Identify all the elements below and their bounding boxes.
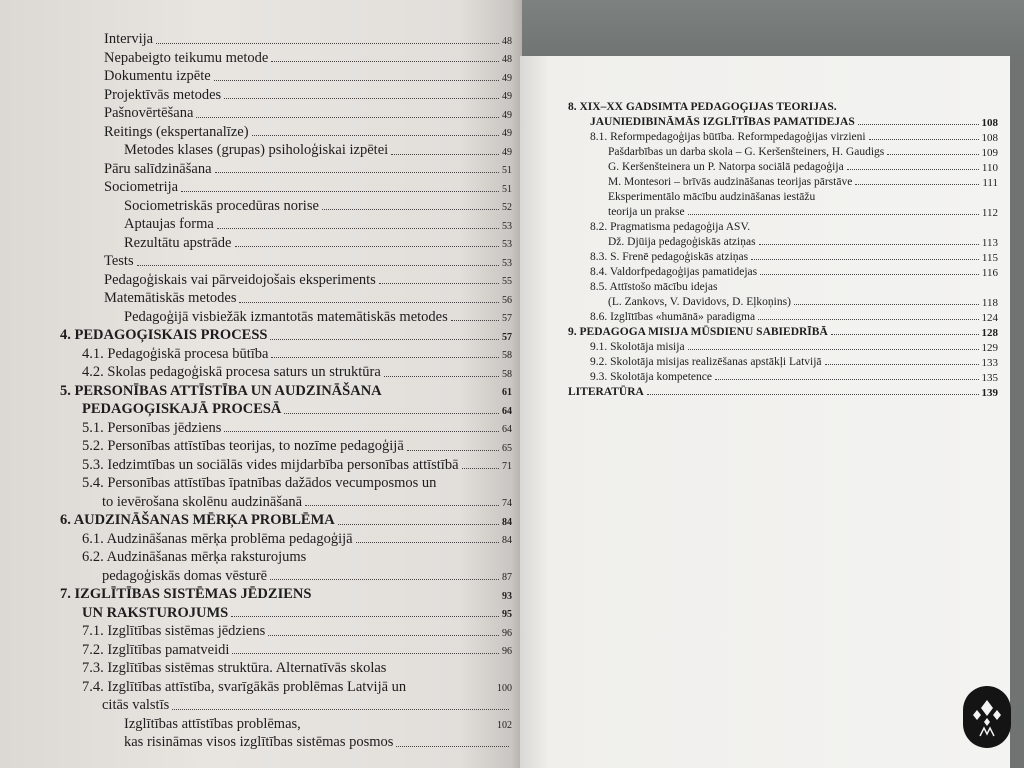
toc-entry-title: Sociometriskās procedūras norise	[124, 197, 319, 214]
toc-entry	[102, 696, 512, 715]
toc-entry-title: Matemātiskās metodes	[104, 290, 237, 306]
toc-entry	[104, 252, 512, 271]
toc-page-number: 108	[981, 117, 998, 129]
toc-page-number: 49	[502, 128, 512, 139]
toc-page-number: 108	[981, 132, 998, 144]
toc-entry	[104, 178, 512, 197]
toc-entry	[82, 641, 512, 660]
toc-entry	[60, 585, 512, 604]
watermark-logo	[963, 686, 1011, 748]
toc-leader-dots	[270, 339, 499, 340]
toc-leader-dots	[231, 616, 499, 617]
toc-entry-title: 7. IZGLĪTĪBAS SISTĒMAS JĒDZIENS	[60, 586, 312, 602]
toc-page-number: 51	[502, 183, 512, 195]
toc-entry	[590, 355, 998, 370]
toc-page-number: 53	[502, 239, 512, 250]
toc-entry-title: Projektīvās metodes	[104, 86, 222, 103]
toc-page-number: 57	[502, 331, 512, 343]
toc-leader-dots	[196, 117, 499, 118]
toc-leader-dots	[270, 579, 499, 580]
toc-entry	[82, 419, 512, 438]
toc-entry	[590, 115, 998, 130]
toc-entry	[124, 308, 512, 327]
toc-page-number: 112	[981, 207, 998, 219]
toc-leader-dots	[855, 184, 979, 185]
toc-page-number: 64	[502, 405, 512, 417]
toc-entry-title: Dž. Djūija pedagoģiskās atziņas	[608, 236, 756, 248]
toc-page-number: 96	[502, 646, 512, 657]
toc-leader-dots	[887, 154, 978, 155]
toc-page-number: 49	[502, 146, 512, 158]
toc-page-number: 93	[502, 590, 512, 602]
toc-entry-title: 8.5. Attīstošo mācību idejas	[590, 281, 718, 293]
toc-page-number: 95	[502, 609, 512, 620]
toc-entry-title: (L. Zankovs, V. Davidovs, D. Eļkoņins)	[608, 296, 791, 308]
toc-entry-title: 7.4. Izglītības attīstība, svarīgākās problēmas Latvijā un	[82, 678, 407, 695]
toc-leader-dots	[284, 413, 499, 414]
toc-page-number: 102	[497, 720, 512, 731]
toc-entry-title: 6. AUDZINĀŠANAS MĒRĶA PROBLĒMA	[60, 512, 335, 528]
toc-entry	[82, 604, 512, 623]
toc-leader-dots	[215, 172, 499, 173]
toc-entry-title: 4. PEDAGOĢISKAIS PROCESS	[60, 327, 268, 343]
toc-page-number: 71	[502, 461, 512, 472]
toc-entry-title: Metodes klases (grupas) psiholoģiskai izpētei	[124, 142, 389, 158]
toc-leader-dots	[271, 61, 499, 62]
toc-page-number: 109	[981, 147, 998, 159]
toc-entry-title: 4.2. Skolas pedagoģiskā procesa saturs un struktūra	[82, 364, 381, 380]
toc-page-number: 100	[497, 683, 512, 694]
toc-entry	[82, 456, 512, 475]
toc-leader-dots	[794, 304, 979, 305]
toc-entry	[124, 715, 512, 734]
toc-entry-title: 8.6. Izglītības «humānā» paradigma	[590, 311, 756, 323]
toc-entry	[608, 205, 998, 220]
toc-page-number: 55	[502, 276, 512, 287]
toc-entry	[60, 382, 512, 401]
toc-leader-dots	[688, 214, 979, 215]
toc-entry	[104, 160, 512, 179]
toc-entry-title: Sociometrija	[104, 179, 179, 195]
toc-entry	[124, 215, 512, 234]
toc-entry-title: Tests	[104, 253, 134, 269]
toc-page-number: 116	[981, 267, 998, 279]
toc-leader-dots	[451, 320, 499, 321]
toc-entry	[104, 104, 512, 123]
toc-page-number: 87	[502, 572, 512, 583]
toc-entry	[104, 289, 512, 308]
toc-entry	[124, 197, 512, 216]
toc-page-number: 118	[981, 297, 998, 309]
toc-page-number: 58	[502, 350, 512, 361]
toc-page-number: 64	[502, 424, 512, 435]
toc-page-number: 56	[502, 294, 512, 306]
toc-leader-dots	[688, 349, 979, 350]
toc-leader-dots	[356, 542, 499, 543]
toc-entry	[608, 175, 998, 190]
toc-entry	[590, 220, 998, 235]
toc-entry	[82, 345, 512, 364]
toc-entry	[590, 280, 998, 295]
toc-entry-title: teorija un prakse	[608, 206, 685, 218]
toc-entry-title: Pāru salīdzināšana	[104, 160, 212, 177]
toc-entry-title: Pedagoģiskais vai pārveidojošais eksperiments	[104, 271, 376, 288]
toc-entry	[60, 326, 512, 345]
toc-entry	[82, 659, 512, 678]
toc-entry	[104, 67, 512, 86]
toc-page-number: 61	[502, 387, 512, 398]
toc-leader-dots	[758, 319, 978, 320]
toc-entry-title: Pedagoģijā visbiežāk izmantotās matemātiskās metodes	[124, 308, 448, 325]
toc-entry	[82, 400, 512, 419]
toc-entry-title: 8. XIX–XX GADSIMTA PEDAGOĢIJAS TEORIJAS.	[568, 101, 837, 113]
toc-page-number: 84	[502, 516, 512, 528]
toc-page-number: 135	[981, 372, 998, 384]
toc-leader-dots	[252, 135, 499, 136]
toc-entry-title: Pašdarbības un darba skola – G. Keršenšteiners, H. Gaudigs	[608, 146, 885, 158]
toc-page-number: 110	[981, 162, 998, 174]
toc-entry	[590, 310, 998, 325]
toc-entry-title: LITERATŪRA	[568, 386, 644, 398]
toc-entry-title: 7.3. Izglītības sistēmas struktūra. Alternatīvās skolas	[82, 660, 387, 676]
toc-entry	[568, 325, 998, 340]
toc-leader-dots	[235, 246, 500, 247]
toc-entry-title: Aptaujas forma	[124, 216, 214, 232]
toc-entry	[124, 141, 512, 160]
toc-entry	[60, 511, 512, 530]
toc-leader-dots	[760, 274, 979, 275]
toc-page-number: 113	[981, 237, 998, 249]
toc-page-number: 96	[502, 627, 512, 639]
toc-leader-dots	[384, 376, 499, 377]
toc-leader-dots	[379, 283, 499, 284]
toc-entry	[568, 385, 998, 400]
toc-page-number: 129	[981, 342, 998, 354]
toc-page-number: 133	[981, 357, 998, 369]
toc-page-number: 115	[981, 252, 998, 264]
toc-entry-title: 7.1. Izglītības sistēmas jēdziens	[82, 623, 266, 639]
toc-entry-title: kas risināmas visos izglītības sistēmas posmos	[124, 734, 394, 750]
toc-page-number: 49	[502, 109, 512, 121]
toc-entry-title: Nepabeigto teikumu metode	[104, 49, 269, 66]
toc-entry	[102, 493, 512, 512]
diamond-logo-icon	[963, 686, 1011, 748]
toc-leader-dots	[338, 524, 499, 525]
toc-entry-title: 5.3. Iedzimtības un sociālās vides mijdarbība personības attīstībā	[82, 456, 459, 473]
toc-entry-title: 9.3. Skolotāja kompetence	[590, 371, 712, 383]
toc-leader-dots	[869, 139, 979, 140]
toc-entry-title: Pašnovērtēšana	[104, 105, 194, 121]
toc-page-number: 111	[982, 177, 998, 189]
toc-leader-dots	[391, 154, 499, 155]
toc-leader-dots	[239, 302, 499, 303]
toc-leader-dots	[825, 364, 979, 365]
toc-leader-dots	[759, 244, 979, 245]
toc-entry-title: PEDAGOĢISKAJĀ PROCESĀ	[82, 401, 282, 417]
toc-page-number: 51	[502, 165, 512, 176]
toc-entry-title: 5. PERSONĪBAS ATTĪSTĪBA UN AUDZINĀŠANA	[60, 382, 382, 399]
toc-entry-title: 5.2. Personības attīstības teorijas, to nozīme pedagoģijā	[82, 438, 404, 454]
toc-page-number: 124	[981, 312, 998, 324]
toc-entry-title: to ievērošana skolēnu audzināšanā	[102, 493, 303, 510]
toc-entry	[82, 530, 512, 549]
toc-leader-dots	[224, 98, 499, 99]
toc-page-number: 52	[502, 202, 512, 213]
toc-leader-dots	[181, 191, 499, 192]
toc-entry	[82, 437, 512, 456]
toc-entry	[104, 123, 512, 142]
toc-leader-dots	[224, 431, 499, 432]
toc-entry	[608, 235, 998, 250]
toc-entry-title: 9.2. Skolotāja misijas realizēšanas apstākļi Latvijā	[590, 356, 822, 368]
toc-entry-title: 6.2. Audzināšanas mērķa raksturojums	[82, 549, 307, 565]
toc-entry-title: 4.1. Pedagoģiskā procesa būtība	[82, 345, 269, 362]
toc-entry	[608, 145, 998, 160]
toc-entry-title: 7.2. Izglītības pamatveidi	[82, 641, 230, 658]
toc-entry-title: Dokumentu izpēte	[104, 68, 211, 84]
toc-entry-title: 5.1. Personības jēdziens	[82, 419, 222, 436]
toc-entry-title: 8.1. Reformpedagoģijas būtība. Reformpedagoģijas virzieni	[590, 131, 866, 143]
toc-entry	[82, 622, 512, 641]
toc-entry-title: Rezultātu apstrāde	[124, 234, 232, 251]
toc-leader-dots	[462, 468, 499, 469]
toc-leader-dots	[322, 209, 499, 210]
toc-entry	[82, 474, 512, 493]
toc-entry	[608, 190, 998, 205]
toc-entry	[608, 295, 998, 310]
toc-entry	[590, 250, 998, 265]
toc-entry-title: 5.4. Personības attīstības īpatnības dažādos vecumposmos un	[82, 475, 437, 491]
toc-page-number: 128	[981, 327, 998, 339]
toc-page-number: 84	[502, 535, 512, 546]
toc-entry	[124, 733, 512, 752]
toc-entry-title: 9. PEDAGOGA MISIJA MŪSDIENU SABIEDRĪBĀ	[568, 326, 828, 338]
toc-entry	[590, 340, 998, 355]
toc-entry	[82, 363, 512, 382]
toc-leader-dots	[751, 259, 979, 260]
toc-leader-dots	[268, 635, 499, 636]
toc-entry-title: UN RAKSTUROJUMS	[82, 604, 229, 621]
toc-leader-dots	[305, 505, 499, 506]
toc-entry-title: pedagoģiskās domas vēsturē	[102, 567, 268, 584]
toc-leader-dots	[172, 709, 509, 710]
toc-entry-title: 8.4. Valdorfpedagoģijas pamatidejas	[590, 266, 758, 278]
toc-entry-title: G. Keršenšteinera un P. Natorpa sociālā pedagoģija	[608, 161, 844, 173]
right-page	[520, 56, 1010, 768]
toc-entry	[124, 234, 512, 253]
toc-page-number: 48	[502, 54, 512, 65]
toc-entry-title: M. Montesori – brīvās audzināšanas teorijas pārstāve	[608, 176, 853, 188]
toc-entry-title: Intervija	[104, 31, 154, 47]
toc-page-number: 139	[981, 387, 998, 399]
toc-leader-dots	[847, 169, 979, 170]
toc-page-number: 53	[502, 220, 512, 232]
toc-leader-dots	[831, 334, 979, 335]
toc-entry	[104, 49, 512, 68]
toc-page-number: 57	[502, 313, 512, 324]
toc-entry-title: 8.3. S. Frenē pedagoģiskās atziņas	[590, 251, 749, 263]
toc-entry	[104, 271, 512, 290]
toc-entry-title: JAUNIEDIBINĀMĀS IZGLĪTĪBAS PAMATIDEJAS	[590, 116, 855, 128]
toc-entry	[104, 86, 512, 105]
toc-page-number: 49	[502, 91, 512, 102]
toc-page-number: 48	[502, 35, 512, 47]
toc-entry-title: citās valstīs	[102, 697, 170, 713]
toc-leader-dots	[647, 394, 979, 395]
toc-leader-dots	[137, 265, 499, 266]
toc-entry	[82, 548, 512, 567]
toc-leader-dots	[407, 450, 499, 451]
toc-leader-dots	[858, 124, 979, 125]
toc-entry	[590, 265, 998, 280]
toc-page-number: 49	[502, 72, 512, 84]
toc-leader-dots	[715, 379, 979, 380]
toc-leader-dots	[156, 43, 499, 44]
toc-entry-title: Reitings (ekspertanalīze)	[104, 123, 249, 140]
toc-entry	[568, 100, 998, 115]
toc-entry	[102, 567, 512, 586]
toc-entry-title: 9.1. Skolotāja misija	[590, 341, 685, 353]
toc-page-number: 74	[502, 498, 512, 509]
toc-entry	[82, 678, 512, 697]
toc-page-number: 53	[502, 257, 512, 269]
toc-leader-dots	[217, 228, 499, 229]
toc-entry	[104, 30, 512, 49]
toc-entry-title: 8.2. Pragmatisma pedagoģija ASV.	[590, 221, 751, 233]
left-table-of-contents	[60, 30, 512, 752]
toc-leader-dots	[271, 357, 499, 358]
toc-leader-dots	[232, 653, 499, 654]
toc-page-number: 65	[502, 442, 512, 454]
toc-leader-dots	[214, 80, 499, 81]
toc-entry-title: 6.1. Audzināšanas mērķa problēma pedagoģijā	[82, 530, 353, 547]
toc-entry	[590, 130, 998, 145]
toc-entry	[608, 160, 998, 175]
toc-entry-title: Eksperimentālo mācību audzināšanas iestāžu	[608, 191, 816, 203]
toc-leader-dots	[396, 746, 509, 747]
right-table-of-contents	[568, 100, 998, 400]
toc-entry	[590, 370, 998, 385]
toc-entry-title: Izglītības attīstības problēmas,	[124, 715, 301, 732]
toc-page-number: 58	[502, 368, 512, 380]
